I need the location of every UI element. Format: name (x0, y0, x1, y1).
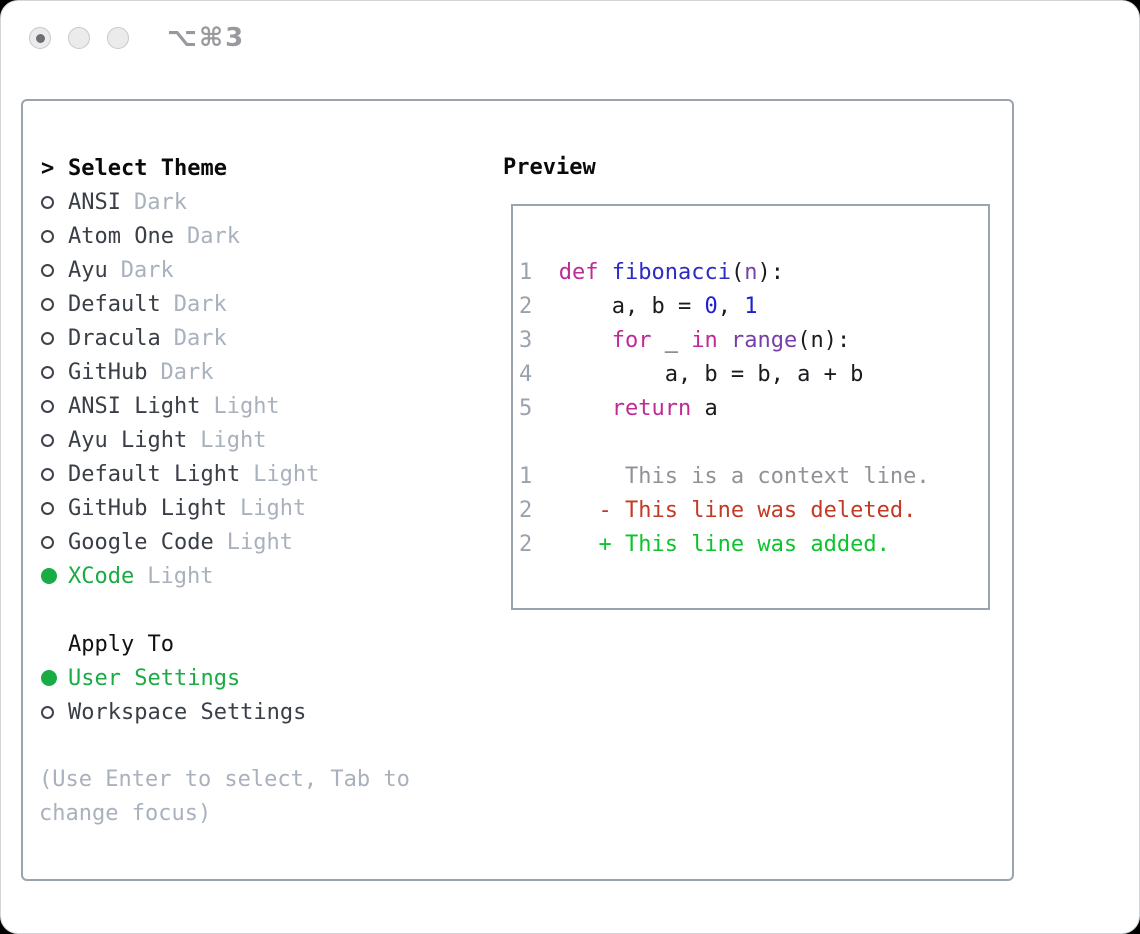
line-number: 2 (519, 532, 533, 557)
theme-option-ansi-light[interactable] (23, 389, 498, 423)
apply-to-header (23, 627, 498, 661)
token-number: 1 (744, 294, 758, 319)
line-number: 3 (519, 328, 533, 353)
line-number: 2 (519, 498, 533, 523)
radio-icon (41, 468, 68, 481)
token-code (532, 260, 559, 285)
token-code: ): (757, 260, 784, 285)
line-number: 1 (519, 464, 533, 489)
token-code (718, 328, 731, 353)
token-code: a, b = b, a + b (532, 362, 864, 387)
preview-pane (511, 204, 990, 610)
theme-variant-label: Dark (186, 223, 240, 249)
token-code: , (717, 294, 745, 319)
radio-icon (41, 434, 68, 447)
code-line (519, 494, 988, 528)
token-code (532, 328, 611, 353)
token-code: (n): (797, 328, 851, 353)
token-code: a, b = (532, 294, 705, 319)
code-line (519, 460, 988, 494)
close-button-dot (36, 34, 45, 43)
prompt-icon: > (41, 155, 55, 181)
theme-option-default[interactable] (23, 287, 498, 321)
apply-to-title: Apply To (68, 631, 174, 657)
theme-variant-label: Dark (120, 257, 174, 283)
theme-name: Google Code (68, 529, 214, 555)
radio-icon (41, 264, 68, 277)
token-keyword: in (691, 328, 718, 353)
window-shortcut-label: ⌥⌘3 (167, 23, 246, 53)
theme-option-github-light[interactable] (23, 491, 498, 525)
apply-option-label: User Settings (68, 665, 241, 691)
radio-icon (41, 298, 68, 311)
theme-variant-label: Dark (173, 291, 227, 317)
theme-name: Ayu (68, 257, 108, 283)
theme-name: Default Light (68, 461, 241, 487)
theme-variant-label: Dark (133, 189, 187, 215)
code-line (519, 426, 988, 460)
token-code: a (691, 396, 718, 421)
minimize-button[interactable] (68, 27, 90, 49)
token-deleted: - This line was deleted. (532, 498, 917, 523)
token-number: 0 (704, 294, 718, 319)
token-builtin: range (730, 328, 798, 353)
theme-name: ANSI Light (68, 393, 201, 419)
token-keyword: for (611, 328, 652, 353)
theme-name: GitHub Light (68, 495, 227, 521)
apply-option-user-settings[interactable] (23, 661, 498, 695)
hint-text: change focus) (39, 801, 212, 826)
line-number: 5 (519, 396, 533, 421)
token-context: This is a context line. (532, 464, 930, 489)
theme-option-atom-one[interactable] (23, 219, 498, 253)
token-added: + This line was added. (532, 532, 890, 557)
code-line (519, 358, 988, 392)
theme-name: ANSI (68, 189, 121, 215)
theme-option-ayu[interactable] (23, 253, 498, 287)
theme-list (23, 151, 498, 831)
theme-variant-label: Light (226, 529, 293, 555)
theme-name: Dracula (68, 325, 161, 351)
radio-icon (41, 366, 68, 379)
code-line (519, 256, 988, 290)
theme-variant-label: Dark (173, 325, 227, 351)
code-line (519, 528, 988, 562)
selected-radio-icon (41, 670, 68, 686)
code-line (519, 324, 988, 358)
section-gap (23, 729, 498, 763)
line-number: 1 (519, 260, 533, 285)
token-code: _ (651, 328, 692, 353)
line-number: 2 (519, 294, 533, 319)
theme-option-dracula[interactable] (23, 321, 498, 355)
theme-variant-label: Dark (160, 359, 214, 385)
theme-name: GitHub (68, 359, 148, 385)
token-keyword: return (611, 396, 692, 421)
radio-icon (41, 502, 68, 515)
theme-variant-label: Light (239, 495, 307, 521)
token-code: ( (730, 260, 745, 285)
token-function: fibonacci (611, 260, 731, 285)
radio-icon (41, 536, 68, 549)
theme-option-default-light[interactable] (23, 457, 498, 491)
code-preview (513, 206, 988, 562)
select-theme-header (23, 151, 498, 185)
code-line (519, 392, 988, 426)
theme-option-github[interactable] (23, 355, 498, 389)
theme-picker-panel (21, 99, 1014, 881)
theme-variant-label: Light (213, 393, 280, 419)
theme-variant-label: Light (200, 427, 267, 453)
code-line (519, 290, 988, 324)
token-code (599, 260, 612, 285)
hint-text: (Use Enter to select, Tab to (39, 767, 410, 792)
radio-icon (41, 706, 68, 719)
theme-variant-label: Light (147, 563, 214, 589)
radio-icon (41, 230, 68, 243)
token-keyword: def (558, 260, 599, 285)
radio-icon (41, 332, 68, 345)
theme-option-ansi[interactable] (23, 185, 498, 219)
radio-icon (41, 400, 68, 413)
close-button[interactable] (29, 27, 51, 49)
radio-icon (41, 196, 68, 209)
theme-name: Ayu Light (68, 427, 188, 453)
theme-name: XCode (68, 563, 135, 589)
theme-option-xcode[interactable] (23, 559, 498, 593)
selected-radio-icon (41, 568, 68, 584)
apply-option-label: Workspace Settings (68, 699, 307, 725)
section-gap (23, 593, 498, 627)
zoom-button[interactable] (107, 27, 129, 49)
theme-option-ayu-light[interactable] (23, 423, 498, 457)
theme-option-google-code[interactable] (23, 525, 498, 559)
token-param: n (744, 260, 758, 285)
theme-variant-label: Light (253, 461, 320, 487)
token-code (532, 396, 611, 421)
theme-name: Atom One (68, 223, 174, 249)
select-theme-title: Select Theme (68, 155, 227, 181)
line-number: 4 (519, 362, 533, 387)
apply-option-workspace-settings[interactable] (23, 695, 498, 729)
theme-name: Default (68, 291, 161, 317)
preview-heading: Preview (503, 155, 596, 180)
